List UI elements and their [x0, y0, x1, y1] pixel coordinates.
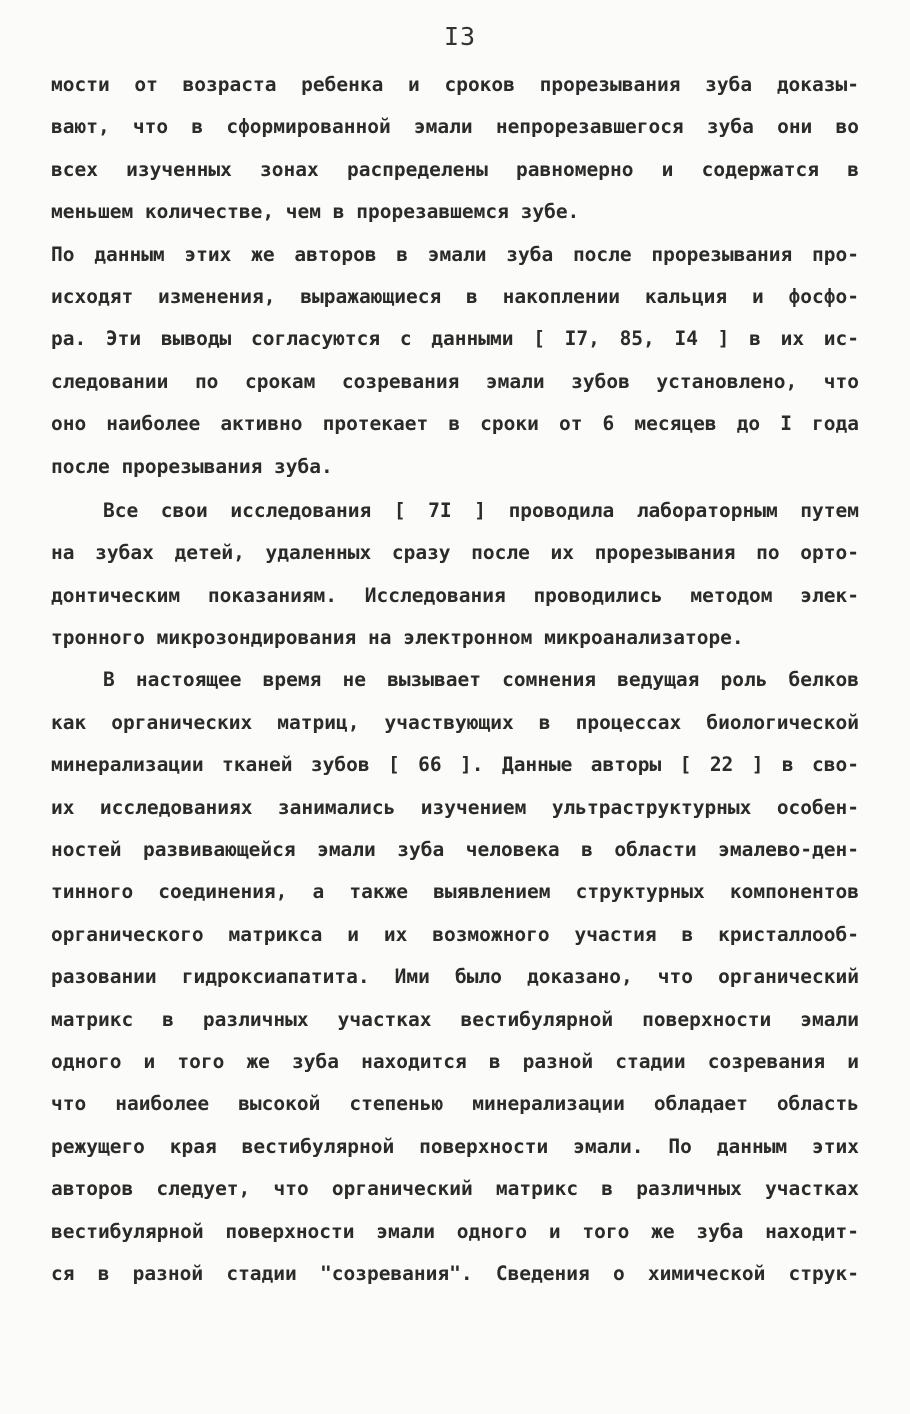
text-line: вестибулярной поверхности эмали одного и того же зуба находит- [51, 1219, 859, 1243]
text-line: вают, что в сформированной эмали непрорезавшегося зуба они во [51, 115, 859, 139]
text-line: режущего края вестибулярной поверхности эмали. По данным этих [51, 1134, 859, 1158]
text-line: авторов следует, что органический матрикс в различных участках [51, 1177, 859, 1201]
text-line: что наиболее высокой степенью минерализации обладает область [51, 1092, 859, 1116]
text-line: донтическим показаниям. Исследования проводились методом элек- [51, 583, 859, 607]
text-line: тинного соединения, а также выявлением структурных компонентов [51, 880, 859, 904]
text-line: меньшем количестве, чем в прорезавшемся зубе. [51, 200, 580, 224]
text-line: По данным этих же авторов в эмали зуба после прорезывания про- [51, 242, 859, 266]
page-number: I3 [443, 22, 477, 51]
text-line: В настоящее время не вызывает сомнения ведущая роль белков [103, 668, 859, 692]
text-line: мости от возраста ребенка и сроков прорезывания зуба доказы- [51, 73, 859, 96]
text-line: матрикс в различных участках вестибулярной поверхности эмали [51, 1007, 859, 1031]
text-line: их исследованиях занимались изучением ультраструктурных особен- [51, 795, 859, 819]
text-line: разовании гидроксиапатита. Ими было доказано, что органический [51, 965, 859, 989]
text-line: следовании по срокам созревания эмали зубов установлено, что [51, 369, 859, 393]
text-line: органического матрикса и их возможного участия в кристаллооб- [51, 922, 859, 946]
text-line: как органических матриц, участвующих в процессах биологической [51, 710, 859, 734]
text-line: на зубах детей, удаленных сразу после их прорезывания по орто- [51, 541, 859, 565]
text-line: всех изученных зонах распределены равномерно и содержатся в [51, 157, 859, 181]
text-line: Все свои исследования [ 7I ] проводила лабораторным путем [103, 498, 859, 522]
text-line: ра. Эти выводы согласуются с данными [ I7, 85, I4 ] в их ис- [51, 327, 859, 351]
text-line: тронного микрозондирования на электронном микроанализаторе. [51, 626, 744, 650]
text-line: одного и того же зуба находится в разной стадии созревания и [51, 1049, 859, 1073]
body-text [51, 64, 859, 1295]
text-line: минерализации тканей зубов [ 66 ]. Данные авторы [ 22 ] в сво- [51, 753, 859, 777]
text-line: после прорезывания зуба. [51, 454, 333, 478]
text-line: оно наиболее активно протекает в сроки от 6 месяцев до I года [51, 412, 859, 436]
text-line: ностей развивающейся эмали зуба человека в области эмалево-ден- [51, 838, 859, 862]
text-line: ся в разной стадии "созревания". Сведения о химической струк- [51, 1261, 859, 1285]
text-line: исходят изменения, выражающиеся в накоплении кальция и фосфо- [51, 284, 859, 308]
